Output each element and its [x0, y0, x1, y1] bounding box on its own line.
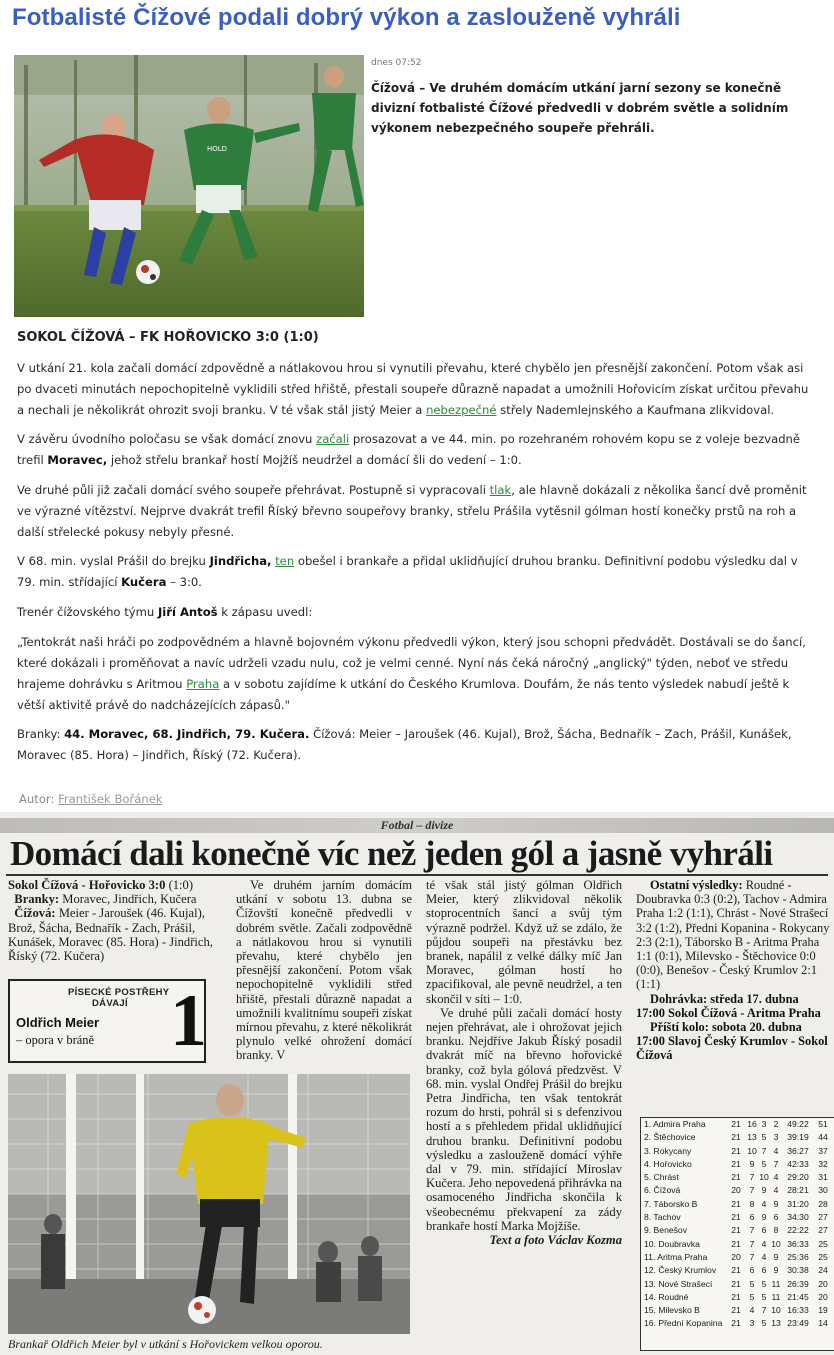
table-cell-matches: 21 [731, 1291, 741, 1302]
table-row [641, 1158, 834, 1171]
table-cell-losses: 10 [771, 1305, 781, 1316]
table-cell-team-name: 15. Milevsko B [644, 1305, 700, 1316]
paragraph-1: V utkání 21. kola začali domácí zdpovědně a nátlakovou hrou si vynutili převahu, které chybělo jen přesnější zakončení. Potom však asi po dvaceti minutách nepochopitelně vyklidili střed hřiště, přestali soupeře důrazně napadat a umožnili Hořovicím získat určitou převahu a nechali je několikrát ohrozit svoji branku. V té však stál jistý Meier a nebezpečné střely Nademlejnského a Kaufmana zlikvidoval. [17, 361, 809, 417]
table-cell-matches: 21 [731, 1278, 741, 1289]
table-cell-draws: 5 [761, 1158, 767, 1169]
table-cell-matches: 20 [731, 1185, 741, 1196]
author-line: Autor: František Bořánek [19, 792, 163, 806]
rating-number: 1 [170, 980, 207, 1062]
table-cell-score: 49:22 [787, 1119, 809, 1129]
table-cell-wins: 7 [749, 1172, 755, 1183]
table-cell-matches: 21 [731, 1305, 741, 1316]
table-cell-score: 21:45 [787, 1291, 809, 1302]
table-cell-score: 31:20 [787, 1198, 809, 1209]
table-cell-draws: 6 [761, 1225, 767, 1236]
newspaper-clipping [0, 812, 834, 1355]
section-rubric: Fotbal – divize [0, 818, 834, 833]
goalkeeper-photo [8, 1074, 410, 1334]
article-column-1: Ve druhém jarním domácím utkání v sobotu 13. dubna se Čížovští konečně předvedli v dobrém světle. Začali zodpovědně a nátlakovou hrou si vynutili převahu, které chybělo jen přesnější zakončení. Potom však nepochopitelně vyklidili střed hřiště, přestali důrazně napadat a umožnili kvalitnímu soupeři získat mírnou převahu, z které několikrát plynulo velké ohrožení domácí branky. V [236, 878, 412, 1063]
goals-and-lineup: Branky: 44. Moravec, 68. Jindřich, 79. Kučera. Čížová: Meier – Jaroušek (46. Kujal), Brož, Šácha, Bednařík – Zach, Prášil, Kunášek, Moravec (85. Hora) – Jindřich, Říský (72. Kučera). [17, 727, 792, 762]
table-row [641, 1317, 834, 1330]
table-cell-draws: 9 [761, 1212, 767, 1223]
paragraph-2: V závěru úvodního poločasu se však domácí znovu začali prosazovat a ve 44. min. po rozehraném rohovém kopu se z voleje bezvadně trefil Moravec, jehož střelu brankař hostí Mojžíš neudržel a domácí šli do vedení – 1:0. [17, 432, 801, 467]
table-cell-points: 51 [818, 1119, 828, 1129]
coach-quote: „Tentokrát naši hráči po zodpovědném a hlavně bojovném výkonu předvedli výkon, který jsou schopni předvádět. Dostávali se do šancí, které dokázali i proměňovat a navíc udrželi vzadu nulu, což je velmi cenné. Nyní nás čeká náročný „anglický" týden, neboť ve středu hrajeme dohrávku s Aritmou Praha a v sobotu zajídíme k utkání do Českého Krumlova. Doufám, že nás tento výsledek nabudí ještě k větší aktivitě právě do nadcházejících zápasů." [17, 635, 806, 712]
table-cell-draws: 4 [761, 1251, 767, 1262]
table-cell-losses: 7 [773, 1158, 779, 1169]
table-cell-matches: 21 [731, 1132, 741, 1143]
rating-box-title: PÍSECKÉ POSTŘEHY DÁVAJÍ [68, 987, 170, 1009]
newspaper-headline: Domácí dali konečně víc než jeden gól a jasně vyhráli [10, 834, 773, 873]
table-cell-wins: 16 [747, 1119, 757, 1129]
table-cell-wins: 7 [749, 1251, 755, 1262]
table-row [641, 1291, 834, 1304]
table-cell-points: 44 [818, 1132, 828, 1143]
table-cell-points: 20 [818, 1291, 828, 1302]
rated-player-name: Oldřich Meier [16, 1015, 100, 1030]
table-cell-wins: 7 [749, 1225, 755, 1236]
table-cell-matches: 20 [731, 1251, 741, 1262]
link-nebezpecne[interactable]: nebezpečné [426, 403, 497, 417]
table-cell-losses: 4 [773, 1145, 779, 1156]
table-cell-wins: 7 [749, 1238, 755, 1249]
table-cell-team-name: 8. Tachov [644, 1212, 681, 1223]
table-cell-wins: 9 [749, 1158, 755, 1169]
match-heading: SOKOL ČÍŽOVÁ – FK HOŘOVICKO 3:0 (1:0) [17, 330, 319, 345]
table-cell-team-name: 5. Chrást [644, 1172, 679, 1183]
table-cell-losses: 11 [771, 1291, 781, 1302]
table-cell-wins: 6 [749, 1265, 755, 1276]
table-cell-team-name: 3. Rokycany [644, 1145, 692, 1156]
table-cell-matches: 21 [731, 1119, 741, 1129]
table-cell-team-name: 1. Admira Praha [644, 1119, 706, 1129]
table-cell-matches: 21 [731, 1172, 741, 1183]
article-column-2: té však stál jistý gólman Oldřich Meier, který zlikvidoval několik stoprocentních šancí a svůj tým výrazně podržel. Když už se zdálo, že půjdou soupeři na přestávku bez branek, napálil z velké dálky míč Jan Moravec, gólman hostí ho zpacifikoval, ale pevně neudržel, a ten skončil v síti – 1:0. Ve druhé půli začali domácí hosty nejen přehrávat, ale i ohrožovat jejich branku. Nejdříve Jakub Říský posadil dvakrát míč na břevno hořovické branky, což byla gólová předzvěst. V 68. min. vyslal Ondřej Prášil do brejku Petra Jindřicha, ten však tentokrát rozum do hrsti, pohrál si s defenzivou hostí a s přehledem přidal uklidňující druhou branku. Definitivní podobu výsledku a zaslouženě domácí výhře dal v 79. min. střídající Miroslav Kučera. Jeho nepovedená přihrávka na osamoceného Jindřicha skončila k všeobecnému překvapení za zády brankaře hostí Marka Mojžíše. Text a foto Václav Kozma [426, 878, 622, 1248]
table-cell-draws: 3 [761, 1119, 767, 1129]
table-cell-score: 34:30 [787, 1212, 809, 1223]
table-cell-team-name: 2. Štěchovice [644, 1132, 696, 1143]
table-cell-losses: 9 [773, 1251, 779, 1262]
table-cell-losses: 8 [773, 1225, 779, 1236]
table-cell-points: 30 [818, 1185, 828, 1196]
match-lineup: Sokol Čížová - Hořovicko 3:0 (1:0) Branky: Moravec, Jindřich, Kučera Čížová: Meier - Jaroušek (46. Kujal), Brož, Šácha, Bednařík - Zach, Prášil, Kunášek, Moravec (85. Hora) - Jindřich, Říský (72. Kučera) [8, 878, 213, 964]
table-cell-matches: 21 [731, 1265, 741, 1276]
table-row [641, 1145, 834, 1158]
table-cell-team-name: 12. Český Krumlov [644, 1265, 717, 1276]
table-cell-score: 23:49 [787, 1318, 809, 1329]
table-cell-wins: 7 [749, 1185, 755, 1196]
table-cell-losses: 9 [773, 1198, 779, 1209]
link-tlak[interactable]: tlak [489, 483, 512, 497]
table-cell-draws: 5 [761, 1318, 767, 1329]
table-cell-matches: 21 [731, 1238, 741, 1249]
author-link[interactable]: František Bořánek [58, 792, 163, 806]
link-zacali[interactable]: začali [316, 432, 350, 446]
table-cell-wins: 13 [747, 1132, 757, 1143]
table-cell-matches: 21 [731, 1225, 741, 1236]
table-cell-wins: 3 [749, 1318, 755, 1329]
table-cell-points: 28 [818, 1198, 828, 1209]
table-cell-matches: 21 [731, 1198, 741, 1209]
table-cell-wins: 4 [749, 1305, 755, 1316]
table-row [641, 1211, 834, 1224]
table-cell-matches: 21 [731, 1212, 741, 1223]
table-cell-draws: 4 [761, 1238, 767, 1249]
table-cell-score: 30:38 [787, 1265, 809, 1276]
table-cell-wins: 6 [749, 1212, 755, 1223]
table-cell-score: 22:22 [787, 1225, 809, 1236]
table-cell-team-name: 6. Čížová [644, 1185, 681, 1196]
table-cell-points: 24 [818, 1265, 828, 1276]
table-row [641, 1198, 834, 1211]
table-cell-losses: 4 [773, 1172, 779, 1183]
table-row [641, 1224, 834, 1237]
table-cell-score: 25:36 [787, 1251, 809, 1262]
table-cell-wins: 5 [749, 1291, 755, 1302]
table-cell-draws: 10 [759, 1172, 769, 1183]
table-row [641, 1264, 834, 1277]
table-cell-score: 16:33 [787, 1305, 809, 1316]
table-cell-draws: 7 [761, 1305, 767, 1316]
table-cell-score: 42:33 [787, 1158, 809, 1169]
table-cell-losses: 6 [773, 1212, 779, 1223]
table-row [641, 1118, 834, 1131]
table-cell-draws: 4 [761, 1198, 767, 1209]
table-cell-draws: 7 [761, 1145, 767, 1156]
table-row [641, 1238, 834, 1251]
table-cell-score: 36:33 [787, 1238, 809, 1249]
table-cell-losses: 10 [771, 1238, 781, 1249]
table-cell-wins: 8 [749, 1198, 755, 1209]
table-cell-team-name: 7. Táborsko B [644, 1198, 698, 1209]
table-cell-wins: 10 [747, 1145, 757, 1156]
table-cell-points: 27 [818, 1212, 828, 1223]
table-cell-team-name: 16. Přední Kopanina [644, 1318, 723, 1329]
table-cell-score: 36:27 [787, 1145, 809, 1156]
table-row [641, 1251, 834, 1264]
table-cell-points: 19 [818, 1305, 828, 1316]
table-cell-team-name: 9. Benešov [644, 1225, 687, 1236]
table-cell-score: 29:20 [787, 1172, 809, 1183]
table-cell-points: 25 [818, 1251, 828, 1262]
table-cell-losses: 9 [773, 1265, 779, 1276]
table-cell-team-name: 11. Aritma Praha [644, 1251, 708, 1262]
rated-player-role: – opora v bráně [16, 1033, 95, 1047]
table-cell-points: 32 [818, 1158, 828, 1169]
table-cell-points: 37 [818, 1145, 828, 1156]
table-cell-score: 26:39 [787, 1278, 809, 1289]
byline: Text a foto Václav Kozma [489, 1233, 622, 1248]
table-cell-points: 31 [818, 1172, 828, 1183]
table-cell-wins: 5 [749, 1278, 755, 1289]
publish-date: dnes 07:52 [371, 58, 422, 68]
table-cell-losses: 3 [773, 1132, 779, 1143]
league-table [640, 1117, 834, 1351]
table-row [641, 1184, 834, 1197]
table-row [641, 1131, 834, 1144]
paragraph-3: Ve druhé půli již začali domácí svého soupeře přehrávat. Postupně si vypracovali tlak, ale hlavně dokázali z několika šancí dvě proměnit ve výrazné vítězství. Nejprve dvakrát trefil Říský břevno soupeřovy branky, střelu Prášila vytěsnil gólman hostí konečky prstů na roh a další střelecké pokusy nebyly přesné. [17, 483, 807, 539]
table-cell-losses: 4 [773, 1185, 779, 1196]
table-cell-points: 27 [818, 1225, 828, 1236]
table-cell-team-name: 14. Roudné [644, 1291, 689, 1302]
table-cell-team-name: 10. Doubravka [644, 1238, 700, 1249]
paragraph-5: Trenér čížovského týmu Jiří Antoš k zápasu uvedl: [17, 605, 313, 619]
headline-rule [6, 874, 828, 876]
link-praha[interactable]: Praha [186, 677, 220, 691]
table-cell-score: 39:19 [787, 1132, 809, 1143]
table-row [641, 1278, 834, 1291]
article-lead: Čížová – Ve druhém domácím utkání jarní sezony se konečně divizní fotbalisté Čížové předvedli v dobrém světle a solidním výkonem nebezpečného soupeře přehráli. [371, 81, 789, 135]
table-cell-points: 25 [818, 1238, 828, 1249]
player-rating-box [8, 979, 206, 1063]
table-cell-points: 14 [818, 1318, 828, 1329]
table-cell-points: 20 [818, 1278, 828, 1289]
table-cell-matches: 21 [731, 1145, 741, 1156]
table-cell-team-name: 13. Nové Strašecí [644, 1278, 713, 1289]
other-results: Ostatní výsledky: Roudné - Doubravka 0:3 (0:2), Tachov - Admira Praha 1:2 (1:1), Chrást - Nové Strašecí 3:2 (1:2), Předni Kopanina - Rokycany 2:3 (2:1), Táborsko B - Aritma Praha 1:1 (0:1), Milevsko - Štěchovice 0:0 (0:0), Benešov - Český Krumlov 2:1 (1:1) Dohrávka: středa 17. dubna 17:00 Sokol Čížová - Aritma Praha Příští kolo: sobota 20. dubna 17:00 Slavoj Český Krumlov - Sokol Čížová [636, 878, 830, 1063]
table-cell-losses: 11 [771, 1278, 781, 1289]
table-cell-draws: 6 [761, 1265, 767, 1276]
article-title: Fotbalisté Čížové podali dobrý výkon a zaslouženě vyhráli [12, 4, 681, 31]
match-photo [14, 55, 364, 317]
table-cell-draws: 5 [761, 1278, 767, 1289]
table-cell-draws: 5 [761, 1132, 767, 1143]
table-cell-losses: 13 [771, 1318, 781, 1329]
table-cell-score: 28:21 [787, 1185, 809, 1196]
table-cell-matches: 21 [731, 1318, 741, 1329]
table-row [641, 1304, 834, 1317]
table-row [641, 1171, 834, 1184]
photo-caption: Brankař Oldřich Meier byl v utkání s Hořovickem velkou oporou. [8, 1337, 323, 1351]
table-cell-matches: 21 [731, 1158, 741, 1169]
svg-text:HOLD: HOLD [207, 145, 228, 153]
paragraph-4: V 68. min. vyslal Prášil do brejku Jindřicha, ten obešel i brankaře a přidal uklidňující druhou branku. Definitivní podobu výsledku dal v 79. min. střídající Kučera – 3:0. [17, 554, 798, 589]
link-ten[interactable]: ten [275, 554, 295, 568]
table-cell-draws: 9 [761, 1185, 767, 1196]
table-cell-losses: 2 [773, 1119, 779, 1129]
table-cell-draws: 5 [761, 1291, 767, 1302]
table-cell-team-name: 4. Hořovicko [644, 1158, 692, 1169]
